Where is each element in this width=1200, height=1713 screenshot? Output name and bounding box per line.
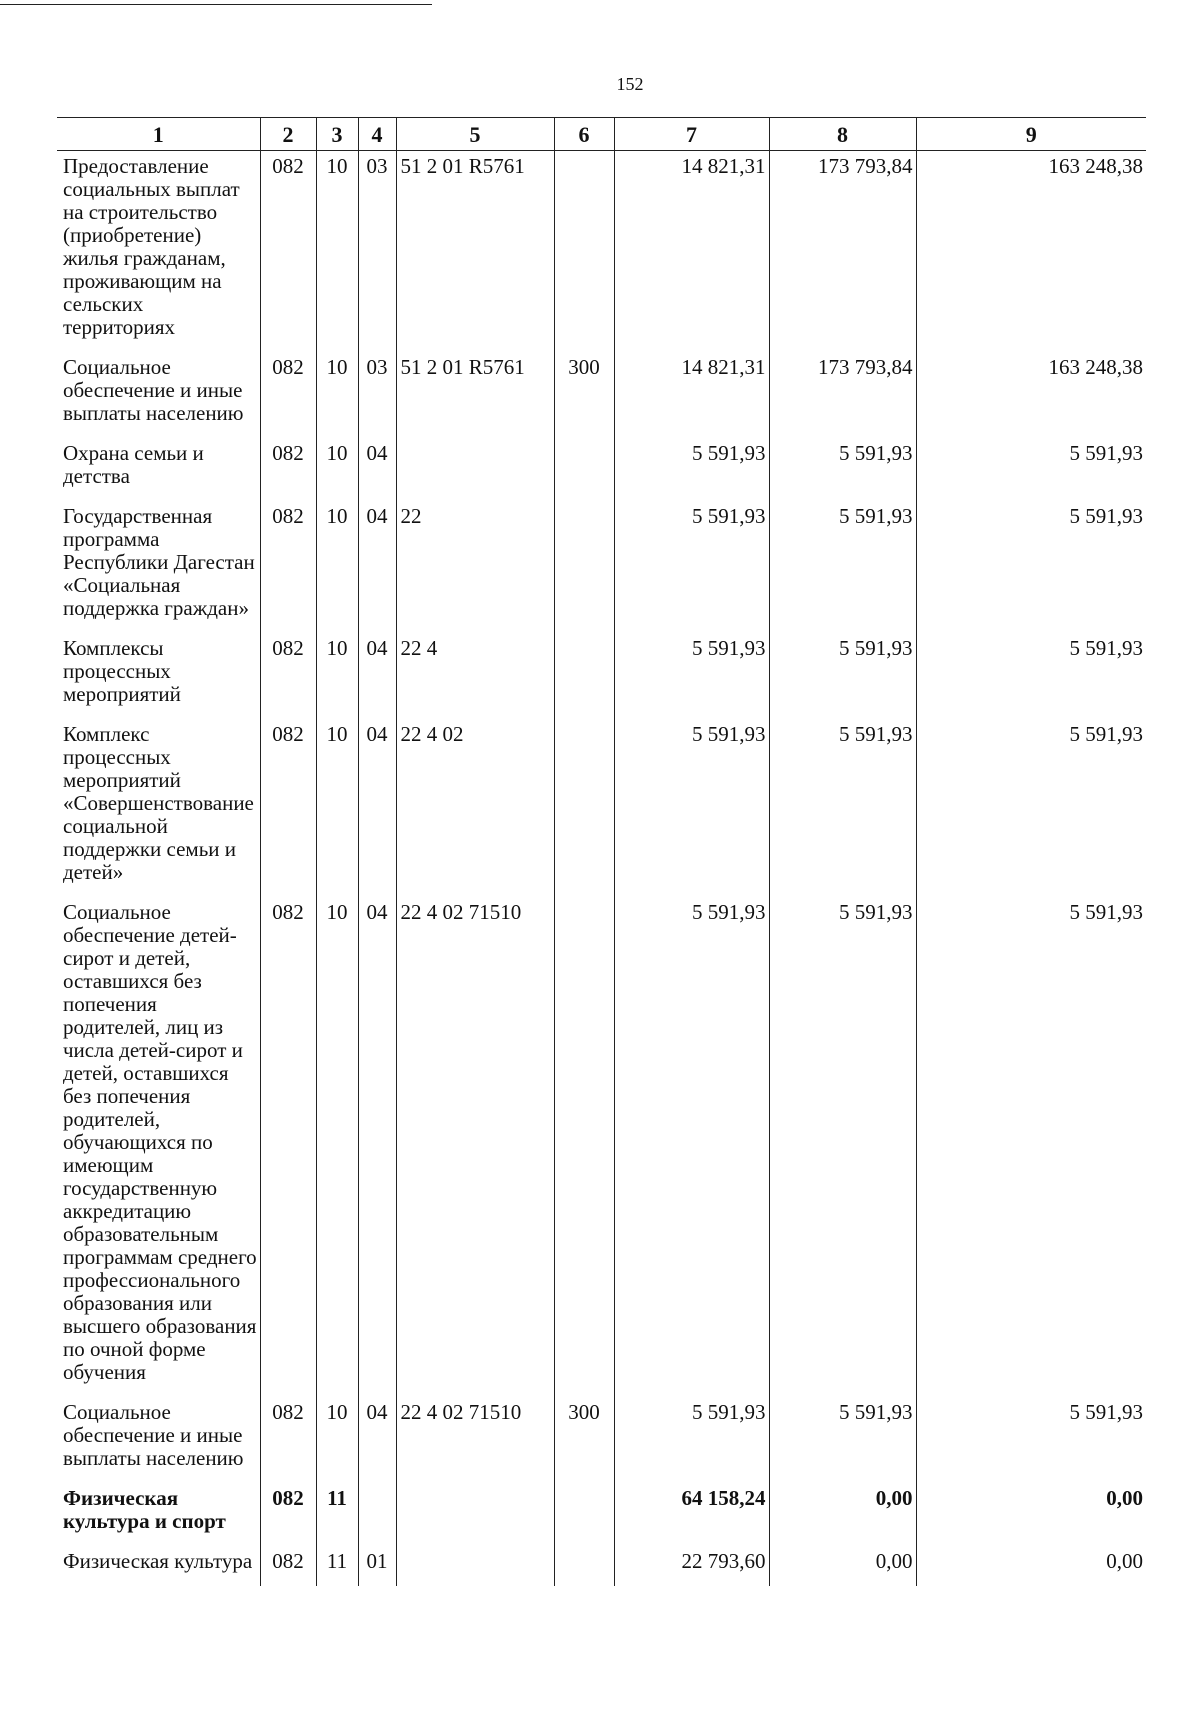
table-row (57, 1546, 1146, 1586)
item-name: Социальное обеспечение детей-сирот и детей, оставшихся без попечения родителей, лиц из числа детей-сирот и детей, оставшихся без попечения родителей, обучающихся по имеющим государственную аккредитацию образовательным программам среднего профессионального образования или высшего образования по очной форме обучения (63, 900, 257, 1384)
ministry-code: 082 (260, 1483, 316, 1546)
target-article-code (396, 438, 554, 501)
amount-col8: 173 793,84 (769, 352, 916, 438)
target-article-code: 51 2 01 R5761 (396, 352, 554, 438)
amount-col8: 5 591,93 (769, 438, 916, 501)
subsection-code: 03 (358, 151, 396, 353)
item-name: Физическая культура и спорт (63, 1486, 226, 1533)
section-code: 10 (316, 897, 358, 1397)
table-row (57, 501, 1146, 633)
ministry-code: 082 (260, 501, 316, 633)
section-code: 11 (316, 1483, 358, 1546)
item-name: Комплексы процессных мероприятий (63, 636, 181, 706)
amount-col9: 0,00 (916, 1483, 1146, 1546)
amount-col9: 5 591,93 (916, 438, 1146, 501)
ministry-code: 082 (260, 151, 316, 353)
column-header: 6 (554, 118, 614, 151)
expense-type-code (554, 1546, 614, 1586)
table-row (57, 151, 1146, 353)
budget-table (57, 117, 1146, 1586)
table-row (57, 438, 1146, 501)
amount-col7: 5 591,93 (614, 633, 769, 719)
amount-col7: 5 591,93 (614, 897, 769, 1397)
subsection-code: 04 (358, 719, 396, 897)
target-article-code (396, 1483, 554, 1546)
section-code: 10 (316, 1397, 358, 1483)
subsection-code: 04 (358, 501, 396, 633)
amount-col9: 5 591,93 (916, 633, 1146, 719)
subsection-code (358, 1483, 396, 1546)
item-name: Физическая культура (63, 1549, 253, 1573)
expense-type-code: 300 (554, 1397, 614, 1483)
amount-col8: 0,00 (769, 1546, 916, 1586)
expense-type-code (554, 633, 614, 719)
expense-type-code (554, 719, 614, 897)
item-name: Государственная программа Республики Дагестан «Социальная поддержка граждан» (63, 504, 255, 620)
item-name: Социальное обеспечение и иные выплаты населению (63, 1400, 244, 1470)
amount-col9: 163 248,38 (916, 151, 1146, 353)
expense-type-code (554, 897, 614, 1397)
column-header: 1 (57, 118, 260, 151)
header-row (57, 118, 1146, 151)
amount-col8: 5 591,93 (769, 1397, 916, 1483)
amount-col7: 5 591,93 (614, 1397, 769, 1483)
amount-col9: 163 248,38 (916, 352, 1146, 438)
amount-col7: 5 591,93 (614, 501, 769, 633)
table-row (57, 897, 1146, 1397)
amount-col9: 5 591,93 (916, 719, 1146, 897)
section-code: 11 (316, 1546, 358, 1586)
item-name: Социальное обеспечение и иные выплаты населению (63, 355, 244, 425)
target-article-code: 22 4 02 71510 (396, 1397, 554, 1483)
subsection-code: 04 (358, 633, 396, 719)
table-row (57, 1397, 1146, 1483)
table-row (57, 719, 1146, 897)
top-rule (0, 4, 432, 5)
expense-type-code: 300 (554, 352, 614, 438)
ministry-code: 082 (260, 1397, 316, 1483)
column-header: 8 (769, 118, 916, 151)
ministry-code: 082 (260, 438, 316, 501)
amount-col7: 5 591,93 (614, 719, 769, 897)
amount-col8: 5 591,93 (769, 501, 916, 633)
table-row (57, 633, 1146, 719)
subsection-code: 04 (358, 1397, 396, 1483)
table-row-section-total (57, 1483, 1146, 1546)
target-article-code: 22 (396, 501, 554, 633)
amount-col7: 14 821,31 (614, 352, 769, 438)
ministry-code: 082 (260, 719, 316, 897)
ministry-code: 082 (260, 897, 316, 1397)
expense-type-code (554, 151, 614, 353)
expense-type-code (554, 438, 614, 501)
column-header: 7 (614, 118, 769, 151)
ministry-code: 082 (260, 352, 316, 438)
section-code: 10 (316, 151, 358, 353)
amount-col9: 5 591,93 (916, 1397, 1146, 1483)
subsection-code: 03 (358, 352, 396, 438)
target-article-code (396, 1546, 554, 1586)
ministry-code: 082 (260, 1546, 316, 1586)
table-row (57, 352, 1146, 438)
target-article-code: 22 4 02 71510 (396, 897, 554, 1397)
page-number: 152 (616, 74, 644, 94)
target-article-code: 22 4 02 (396, 719, 554, 897)
expense-type-code (554, 1483, 614, 1546)
ministry-code: 082 (260, 633, 316, 719)
column-header: 2 (260, 118, 316, 151)
expense-type-code (554, 501, 614, 633)
item-name: Комплекс процессных мероприятий «Совершенствование социальной поддержки семьи и детей» (63, 722, 254, 884)
section-code: 10 (316, 633, 358, 719)
column-header: 9 (916, 118, 1146, 151)
amount-col7: 22 793,60 (614, 1546, 769, 1586)
amount-col7: 5 591,93 (614, 438, 769, 501)
amount-col8: 0,00 (769, 1483, 916, 1546)
amount-col8: 173 793,84 (769, 151, 916, 353)
column-header: 4 (358, 118, 396, 151)
target-article-code: 51 2 01 R5761 (396, 151, 554, 353)
amount-col9: 5 591,93 (916, 501, 1146, 633)
subsection-code: 01 (358, 1546, 396, 1586)
column-header: 3 (316, 118, 358, 151)
amount-col8: 5 591,93 (769, 633, 916, 719)
amount-col7: 64 158,24 (614, 1483, 769, 1546)
amount-col8: 5 591,93 (769, 897, 916, 1397)
item-name: Предоставление социальных выплат на строительство (приобретение) жилья гражданам, проживающим на сельских территориях (63, 154, 240, 339)
subsection-code: 04 (358, 897, 396, 1397)
amount-col9: 0,00 (916, 1546, 1146, 1586)
section-code: 10 (316, 501, 358, 633)
amount-col9: 5 591,93 (916, 897, 1146, 1397)
section-code: 10 (316, 352, 358, 438)
amount-col8: 5 591,93 (769, 719, 916, 897)
amount-col7: 14 821,31 (614, 151, 769, 353)
target-article-code: 22 4 (396, 633, 554, 719)
section-code: 10 (316, 719, 358, 897)
subsection-code: 04 (358, 438, 396, 501)
section-code: 10 (316, 438, 358, 501)
column-header: 5 (396, 118, 554, 151)
item-name: Охрана семьи и детства (63, 441, 204, 488)
